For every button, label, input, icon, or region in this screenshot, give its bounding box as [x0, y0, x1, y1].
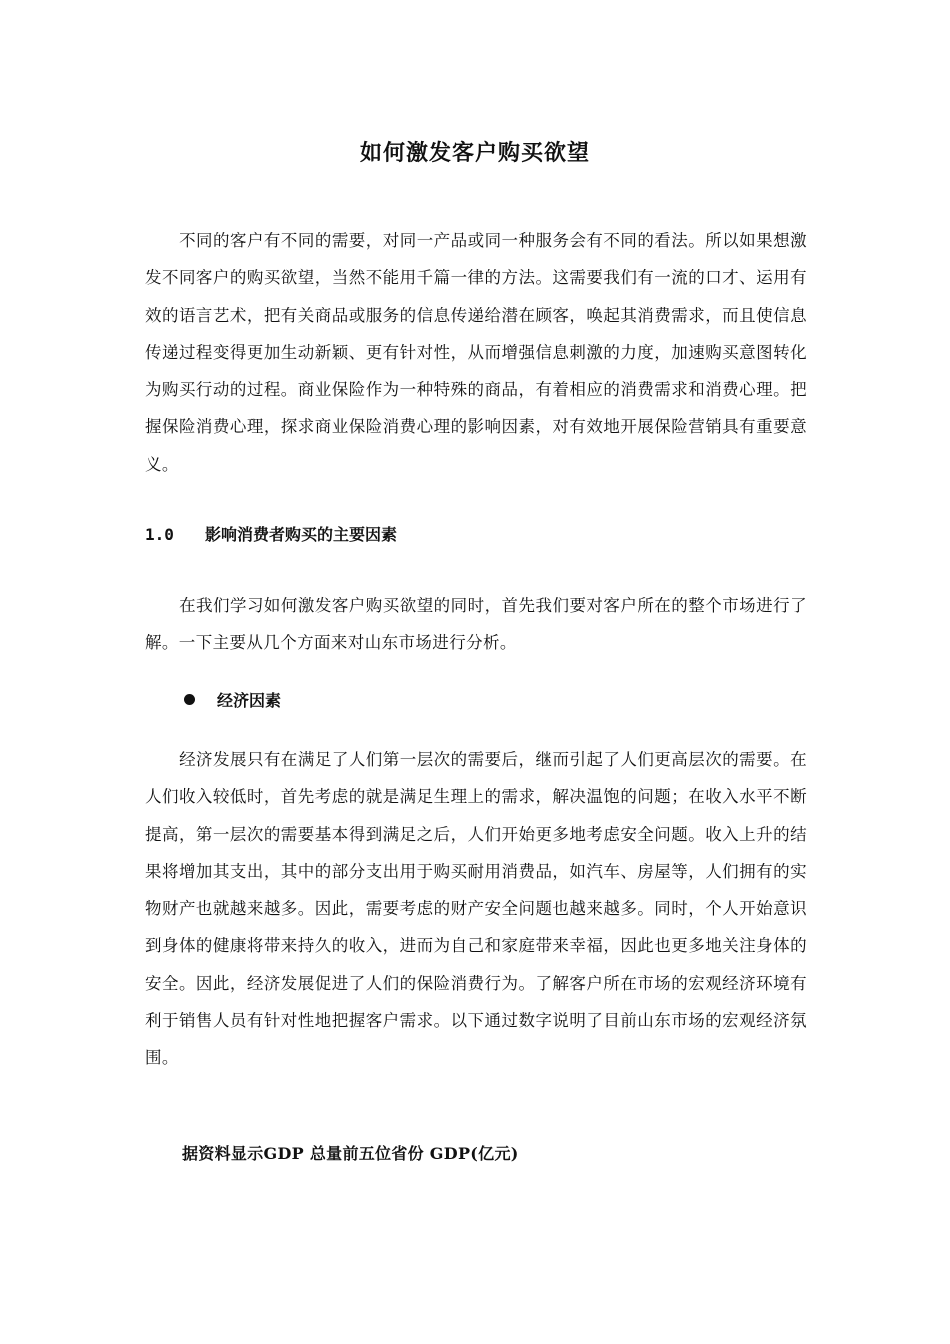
bullet-item-economic	[184, 688, 281, 711]
economic-paragraph	[145, 741, 807, 1077]
intro-paragraph	[145, 222, 807, 483]
table-caption: 据资料显示GDP 总量前五位省份 GDP(亿元)	[182, 1144, 519, 1163]
section-intro-paragraph	[145, 587, 807, 662]
bullet-label: 经济因素	[217, 691, 282, 710]
section-heading	[145, 522, 397, 545]
section-title: 影响消费者购买的主要因素	[205, 525, 398, 544]
intro-paragraph-text: 不同的客户有不同的需要，对同一产品或同一种服务会有不同的看法。所以如果想激发不同客户的购买欲望，当然不能用千篇一律的方法。这需要我们有一流的口才、运用有效的语言艺术，把有关商品或服务的信息传递给潜在顾客，唤起其消费需求，而且使信息传递过程变得更加生动新颖、更有针对性，从而增强信息刺激的力度，加速购买意图转化为购买行动的过程。商业保险作为一种特殊的商品，有着相应的消费需求和消费心理。把握保险消费心理，探求商业保险消费心理的影响因素，对有效地开展保险营销具有重要意义。	[145, 231, 807, 474]
document-title: 如何激发客户购买欲望	[359, 140, 590, 166]
bullet-dot-icon	[184, 694, 195, 705]
section-intro-text: 在我们学习如何激发客户购买欲望的同时，首先我们要对客户所在的整个市场进行了解。一下主要从几个方面来对山东市场进行分析。	[145, 596, 807, 653]
economic-paragraph-text: 经济发展只有在满足了人们第一层次的需要后，继而引起了人们更高层次的需要。在人们收入较低时，首先考虑的就是满足生理上的需求，解决温饱的问题；在收入水平不断提高，第一层次的需要基本得到满足之后，人们开始更多地考虑安全问题。收入上升的结果将增加其支出，其中的部分支出用于购买耐用消费品，如汽车、房屋等，人们拥有的实物财产也就越来越多。因此，需要考虑的财产安全问题也越来越多。同时，个人开始意识到身体的健康将带来持久的收入，进而为自己和家庭带来幸福，因此也更多地关注身体的安全。因此，经济发展促进了人们的保险消费行为。了解客户所在市场的宏观经济环境有利于销售人员有针对性地把握客户需求。以下通过数字说明了目前山东市场的宏观经济氛围。	[145, 750, 807, 1068]
section-number: 1.0	[145, 525, 174, 544]
